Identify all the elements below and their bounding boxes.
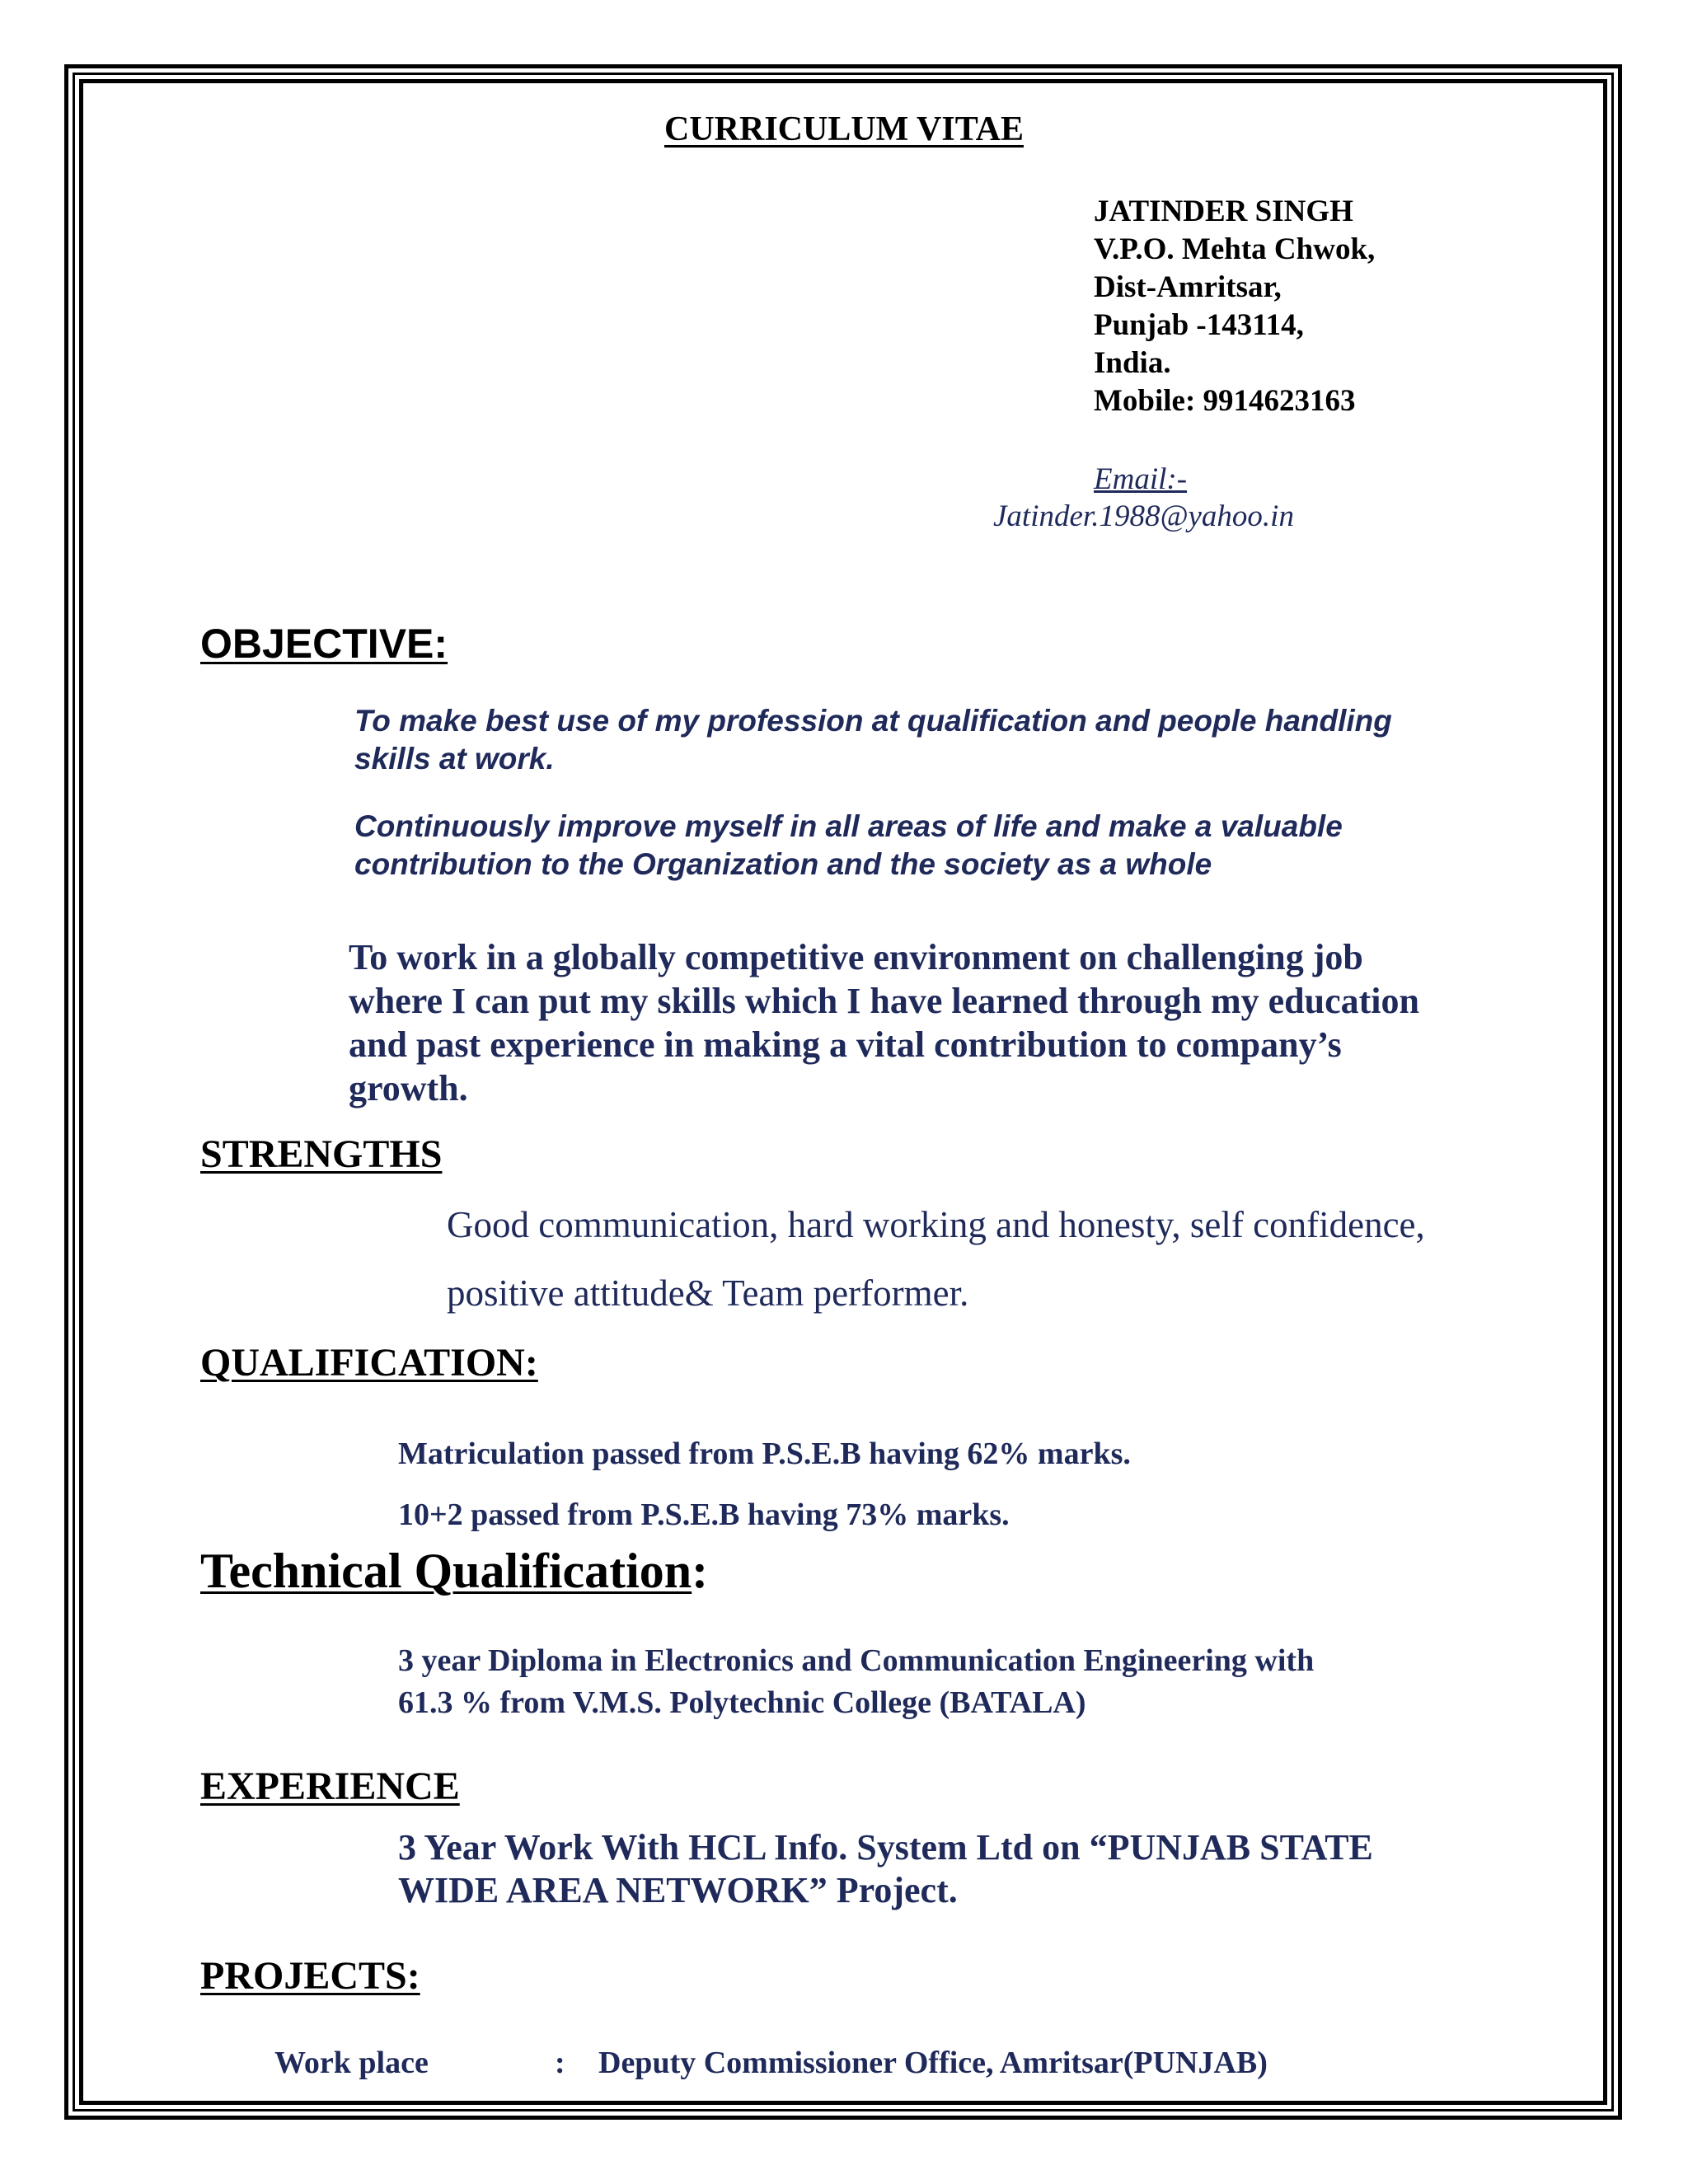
address-line-2: Dist-Amritsar, — [1094, 270, 1282, 304]
address-line-4: India. — [1094, 346, 1171, 380]
mobile-number: Mobile: 9914623163 — [1094, 384, 1356, 418]
objective-line: Continuously improve myself in all areas of life and make a valuable — [354, 809, 1343, 843]
qualification-item: 10+2 passed from P.S.E.B having 73% marks. — [398, 1497, 1010, 1532]
objective-heading: OBJECTIVE: — [200, 621, 448, 667]
project-label: Work place — [274, 2046, 429, 2080]
objective-line: To make best use of my profession at qualification and people handling — [354, 704, 1392, 738]
strengths-heading: STRENGTHS — [200, 1132, 443, 1176]
document-title: CURRICULUM VITAE — [664, 110, 1024, 148]
experience-line: 3 Year Work With HCL Info. System Ltd on “PUNJAB STATE — [398, 1827, 1373, 1868]
projects-heading: PROJECTS: — [200, 1954, 420, 1998]
technical-qualification-line: 61.3 % from V.M.S. Polytechnic College (BATALA) — [398, 1685, 1086, 1720]
technical-qualification-heading: Technical Qualification: — [200, 1544, 709, 1598]
objective-line: where I can put my skills which I have learned through my education — [349, 981, 1419, 1021]
qualification-heading: QUALIFICATION: — [200, 1341, 538, 1385]
project-separator: : — [555, 2046, 565, 2080]
address-line-1: V.P.O. Mehta Chwok, — [1094, 232, 1376, 266]
project-value: Deputy Commissioner Office, Amritsar(PUNJAB) — [598, 2046, 1268, 2080]
objective-line: contribution to the Organization and the society as a whole — [354, 847, 1212, 881]
experience-heading: EXPERIENCE — [200, 1765, 460, 1808]
email-label: Email:- — [1094, 462, 1188, 496]
objective-line: skills at work. — [354, 742, 555, 776]
address-line-3: Punjab -143114, — [1094, 308, 1304, 342]
qualification-item: Matriculation passed from P.S.E.B having 62% marks. — [398, 1436, 1131, 1471]
strengths-line: Good communication, hard working and honesty, self confidence, — [447, 1204, 1425, 1245]
objective-line: and past experience in making a vital contribution to company’s — [349, 1024, 1342, 1065]
objective-line: growth. — [349, 1068, 468, 1108]
email-link[interactable]: Jatinder.1988@yahoo.in — [993, 499, 1294, 533]
objective-line: To work in a globally competitive environment on challenging job — [349, 937, 1363, 977]
contact-name: JATINDER SINGH — [1094, 194, 1353, 228]
technical-qualification-line: 3 year Diploma in Electronics and Communication Engineering with — [398, 1643, 1315, 1678]
strengths-line: positive attitude& Team performer. — [447, 1272, 969, 1314]
experience-line: WIDE AREA NETWORK” Project. — [398, 1870, 958, 1910]
